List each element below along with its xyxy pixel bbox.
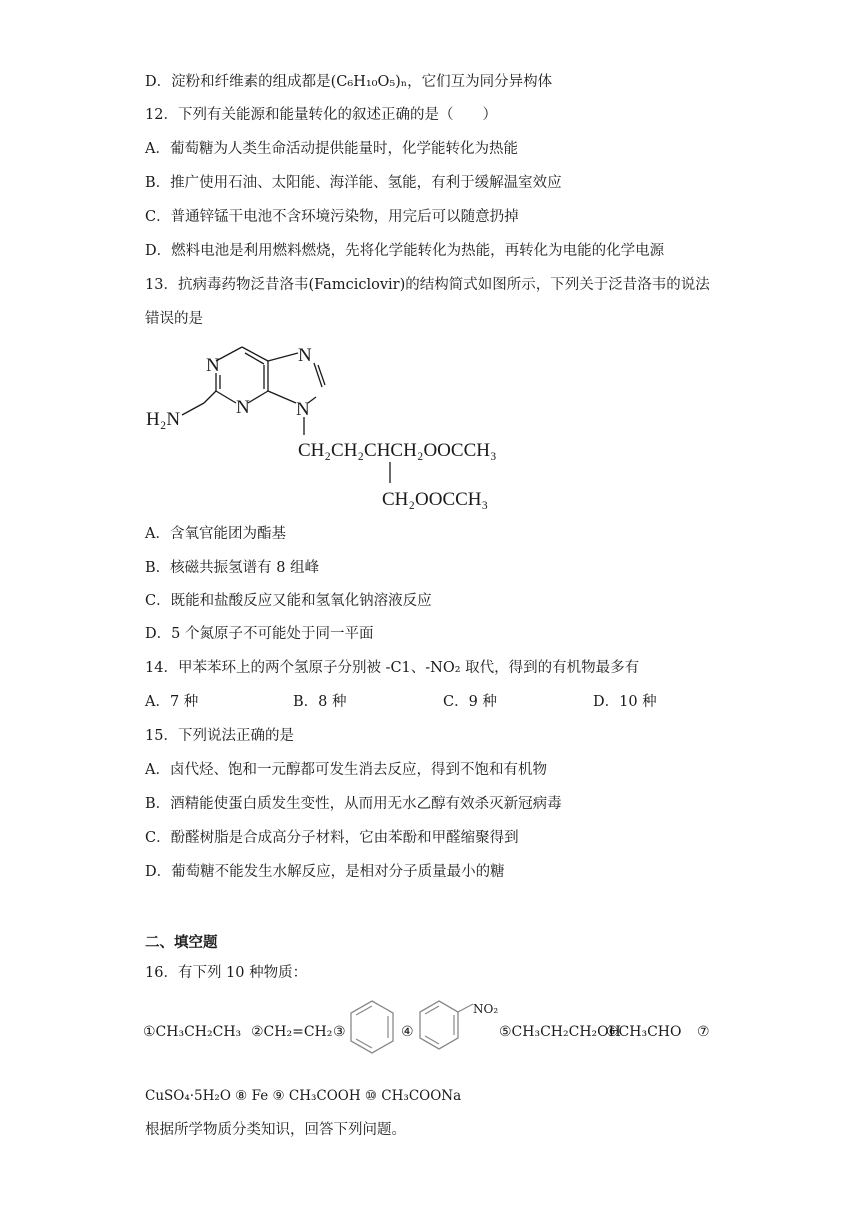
- q13-option-a: A．含氧官能团为酯基: [145, 526, 286, 542]
- q15-option-c: C．酚醛树脂是合成高分子材料，它由苯酚和甲醛缩聚得到: [145, 830, 519, 846]
- q12-option-d: D．燃料电池是利用燃料燃烧，先将化学能转化为热能，再转化为电能的化学电源: [145, 243, 665, 259]
- q13-option-c: C．既能和盐酸反应又能和氢氧化钠溶液反应: [145, 593, 432, 609]
- q15-option-a: A．卤代烃、饱和一元醇都可发生消去反应，得到不饱和有机物: [145, 762, 547, 778]
- q14-option-d: D．10 种: [593, 694, 657, 710]
- side-chain-branch: CH₂OOCCH₃: [382, 489, 489, 510]
- substance-6: ⑥CH₃CHO: [606, 1024, 682, 1040]
- benzene-ring-icon: [347, 998, 397, 1062]
- section-heading: 二、填空题: [145, 934, 218, 951]
- ring-nitrogen-1: N: [206, 355, 220, 376]
- q16-instruction: 根据所学物质分类知识，回答下列问题。: [145, 1122, 406, 1138]
- q12-option-c: C．普通锌锰干电池不含环境污染物，用完后可以随意扔掉: [145, 209, 519, 225]
- substance-7-label: ⑦: [697, 1024, 710, 1040]
- q15-stem: 15．下列说法正确的是: [145, 728, 294, 744]
- q13-stem: 13．抗病毒药物泛昔洛韦(Famciclovir)的结构简式如图所示，下列关于泛昔洛韦的说法: [145, 277, 710, 293]
- q16-stem: 16．有下列 10 种物质：: [145, 965, 308, 981]
- ring-nitrogen-7: N: [298, 345, 312, 366]
- side-chain: CH₂CH₂CHCH₂OOCCH₃: [298, 440, 497, 461]
- substance-4-label: ④: [401, 1024, 414, 1040]
- q15-option-b: B．酒精能使蛋白质发生变性，从而用无水乙醇有效杀灭新冠病毒: [145, 796, 562, 812]
- q14-stem: 14．甲苯苯环上的两个氢原子分别被 -C1、-NO₂ 取代，得到的有机物最多有: [145, 660, 640, 676]
- nitro-group-label: NO₂: [473, 1002, 499, 1016]
- substance-3-label: ③: [333, 1024, 346, 1040]
- amino-group: H₂N: [146, 409, 181, 430]
- q13-option-d: D．5 个氮原子不可能处于同一平面: [145, 626, 374, 642]
- substance-list-row2: CuSO₄·5H₂O ⑧ Fe ⑨ CH₃COOH ⑩ CH₃COONa: [145, 1088, 462, 1104]
- q15-option-d: D．葡萄糖不能发生水解反应，是相对分子质量最小的糖: [145, 864, 505, 880]
- q13-option-b: B．核磁共振氢谱有 8 组峰: [145, 560, 320, 576]
- q14-option-b: B．8 种: [293, 694, 347, 710]
- q12-option-b: B．推广使用石油、太阳能、海洋能、氢能，有利于缓解温室效应: [145, 175, 562, 191]
- q12-option-a: A．葡萄糖为人类生命活动提供能量时，化学能转化为热能: [145, 141, 518, 157]
- q13-stem-cont: 错误的是: [145, 311, 203, 327]
- q14-option-c: C．9 种: [443, 694, 497, 710]
- ring-nitrogen-9: N: [296, 399, 310, 420]
- q14-option-a: A．7 种: [145, 694, 199, 710]
- ring-nitrogen-3: N: [236, 397, 250, 418]
- substance-1: ①CH₃CH₂CH₃: [143, 1024, 242, 1040]
- substance-5: ⑤CH₃CH₂CH₂OH: [499, 1024, 621, 1040]
- q11-option-d: D．淀粉和纤维素的组成都是(C₆H₁₀O₅)ₙ，它们互为同分异构体: [145, 74, 553, 90]
- q12-stem: 12．下列有关能源和能量转化的叙述正确的是（ ）: [145, 107, 497, 123]
- substance-2: ②CH₂=CH₂: [251, 1024, 333, 1040]
- famciclovir-structure: [140, 335, 570, 515]
